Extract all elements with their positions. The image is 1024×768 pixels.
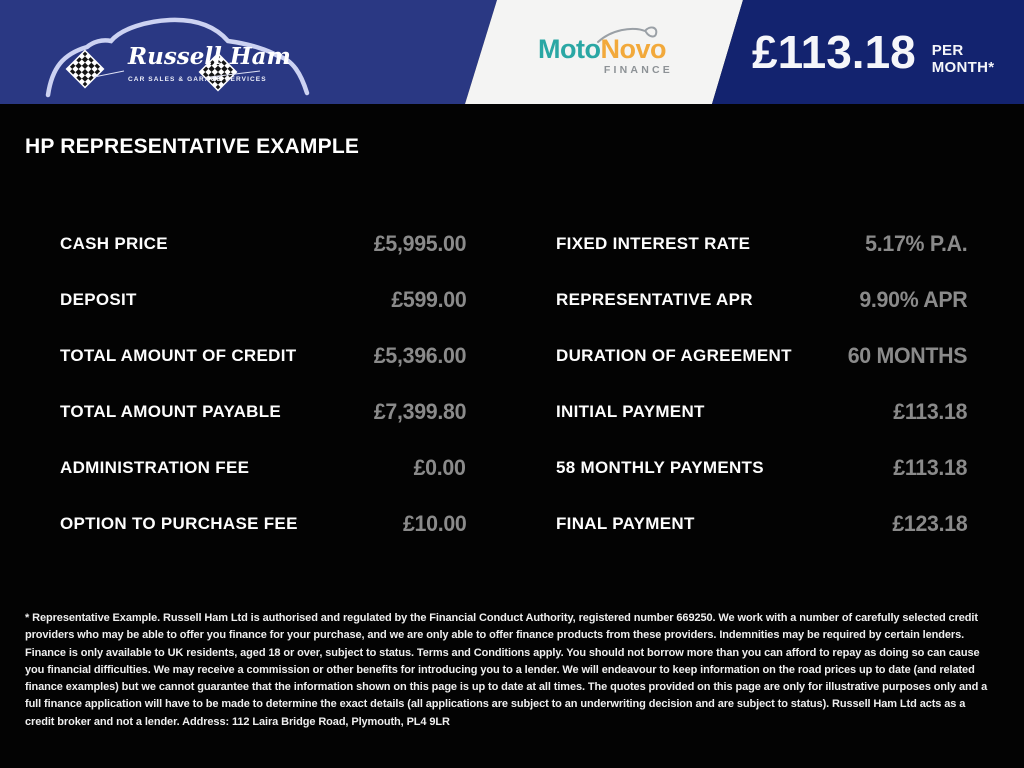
row-label: REPRESENTATIVE APR bbox=[556, 290, 753, 309]
table-row bbox=[60, 496, 466, 552]
row-label: TOTAL AMOUNT PAYABLE bbox=[60, 402, 282, 421]
row-value: £0.00 bbox=[414, 455, 466, 480]
table-row bbox=[60, 272, 466, 328]
table-row bbox=[60, 216, 466, 272]
row-value: £123.18 bbox=[891, 511, 967, 536]
row-value: £5,995.00 bbox=[373, 231, 466, 256]
row-value: £113.18 bbox=[893, 399, 967, 424]
finance-brand-subtitle: FINANCE bbox=[603, 64, 673, 76]
monthly-price-banner bbox=[752, 0, 1024, 104]
table-row bbox=[556, 216, 967, 272]
table-row bbox=[60, 440, 466, 496]
row-label: 58 MONTHLY PAYMENTS bbox=[556, 458, 764, 477]
row-value: 5.17% P.A. bbox=[864, 231, 967, 256]
monthly-price-period: PER MONTH* bbox=[931, 42, 995, 76]
finance-column-right bbox=[556, 216, 967, 552]
finance-brand-word-moto: Moto bbox=[538, 34, 601, 64]
row-label: OPTION TO PURCHASE FEE bbox=[60, 514, 298, 533]
finance-grid bbox=[25, 216, 1024, 552]
row-value: 60 MONTHS bbox=[847, 343, 967, 368]
finance-brand-word-novo: Novo bbox=[600, 34, 666, 64]
table-row bbox=[556, 272, 967, 328]
row-value: £5,396.00 bbox=[373, 343, 466, 368]
checkered-flag-icon bbox=[67, 51, 104, 88]
row-label: CASH PRICE bbox=[60, 234, 168, 253]
table-row bbox=[556, 440, 967, 496]
row-label: TOTAL AMOUNT OF CREDIT bbox=[60, 346, 297, 365]
row-value: £113.18 bbox=[893, 455, 967, 480]
legal-disclaimer: * Representative Example. Russell Ham Ltd is authorised and regulated by the Financial Conduct Authority, registered number 669250. We work with a number of carefully selected credit providers who may be able to offer you finance for your purchase, and we are only able to offer finance products from these providers. Indemnities may be required by certain lenders. Finance is only available to UK residents, aged 18 or over, subject to status. Terms and Conditions apply. You should not borrow more than you can afford to repay as doing so can cause you financial difficulties. We may receive a commission or other benefits for introducing you to a lender. We will endeavour to keep information on the road prices up to date (and related finance examples) but we cannot guarantee that the information shown on this page is up to date at all times. The quotes provided on this page are only for illustrative purposes only and a full finance application will have to be made to determine the exact details (all applications are subject to an underwriting decision and are subject to status). Russell Ham Ltd acts as a credit broker and not a lender. Address: 112 Laira Bridge Road, Plymouth, PL4 9LR bbox=[25, 612, 988, 728]
row-label: FINAL PAYMENT bbox=[556, 514, 695, 533]
header-bar bbox=[0, 0, 1024, 104]
table-row bbox=[60, 384, 466, 440]
finance-example-body bbox=[0, 104, 1024, 552]
row-label: INITIAL PAYMENT bbox=[556, 402, 705, 421]
dealer-name: Russell Ham bbox=[128, 43, 291, 70]
row-value: £599.00 bbox=[390, 287, 466, 312]
table-row bbox=[556, 328, 967, 384]
page-title: HP REPRESENTATIVE EXAMPLE bbox=[25, 135, 360, 158]
dealer-logo bbox=[30, 5, 330, 103]
dealer-tagline: CAR SALES & GARAGE SERVICES bbox=[128, 76, 267, 83]
row-label: DEPOSIT bbox=[60, 290, 137, 309]
row-value: £10.00 bbox=[402, 511, 466, 536]
row-label: FIXED INTEREST RATE bbox=[556, 234, 751, 253]
row-value: £7,399.80 bbox=[373, 399, 466, 424]
row-label: DURATION OF AGREEMENT bbox=[556, 346, 792, 365]
monthly-price-amount: £113.18 bbox=[752, 26, 916, 78]
finance-column-left bbox=[60, 216, 466, 552]
row-label: ADMINISTRATION FEE bbox=[60, 458, 250, 477]
table-row bbox=[556, 384, 967, 440]
finance-brand-logo bbox=[538, 36, 674, 76]
table-row bbox=[556, 496, 967, 552]
table-row bbox=[60, 328, 466, 384]
row-value: 9.90% APR bbox=[858, 287, 967, 312]
car-swoosh-icon bbox=[596, 23, 664, 45]
